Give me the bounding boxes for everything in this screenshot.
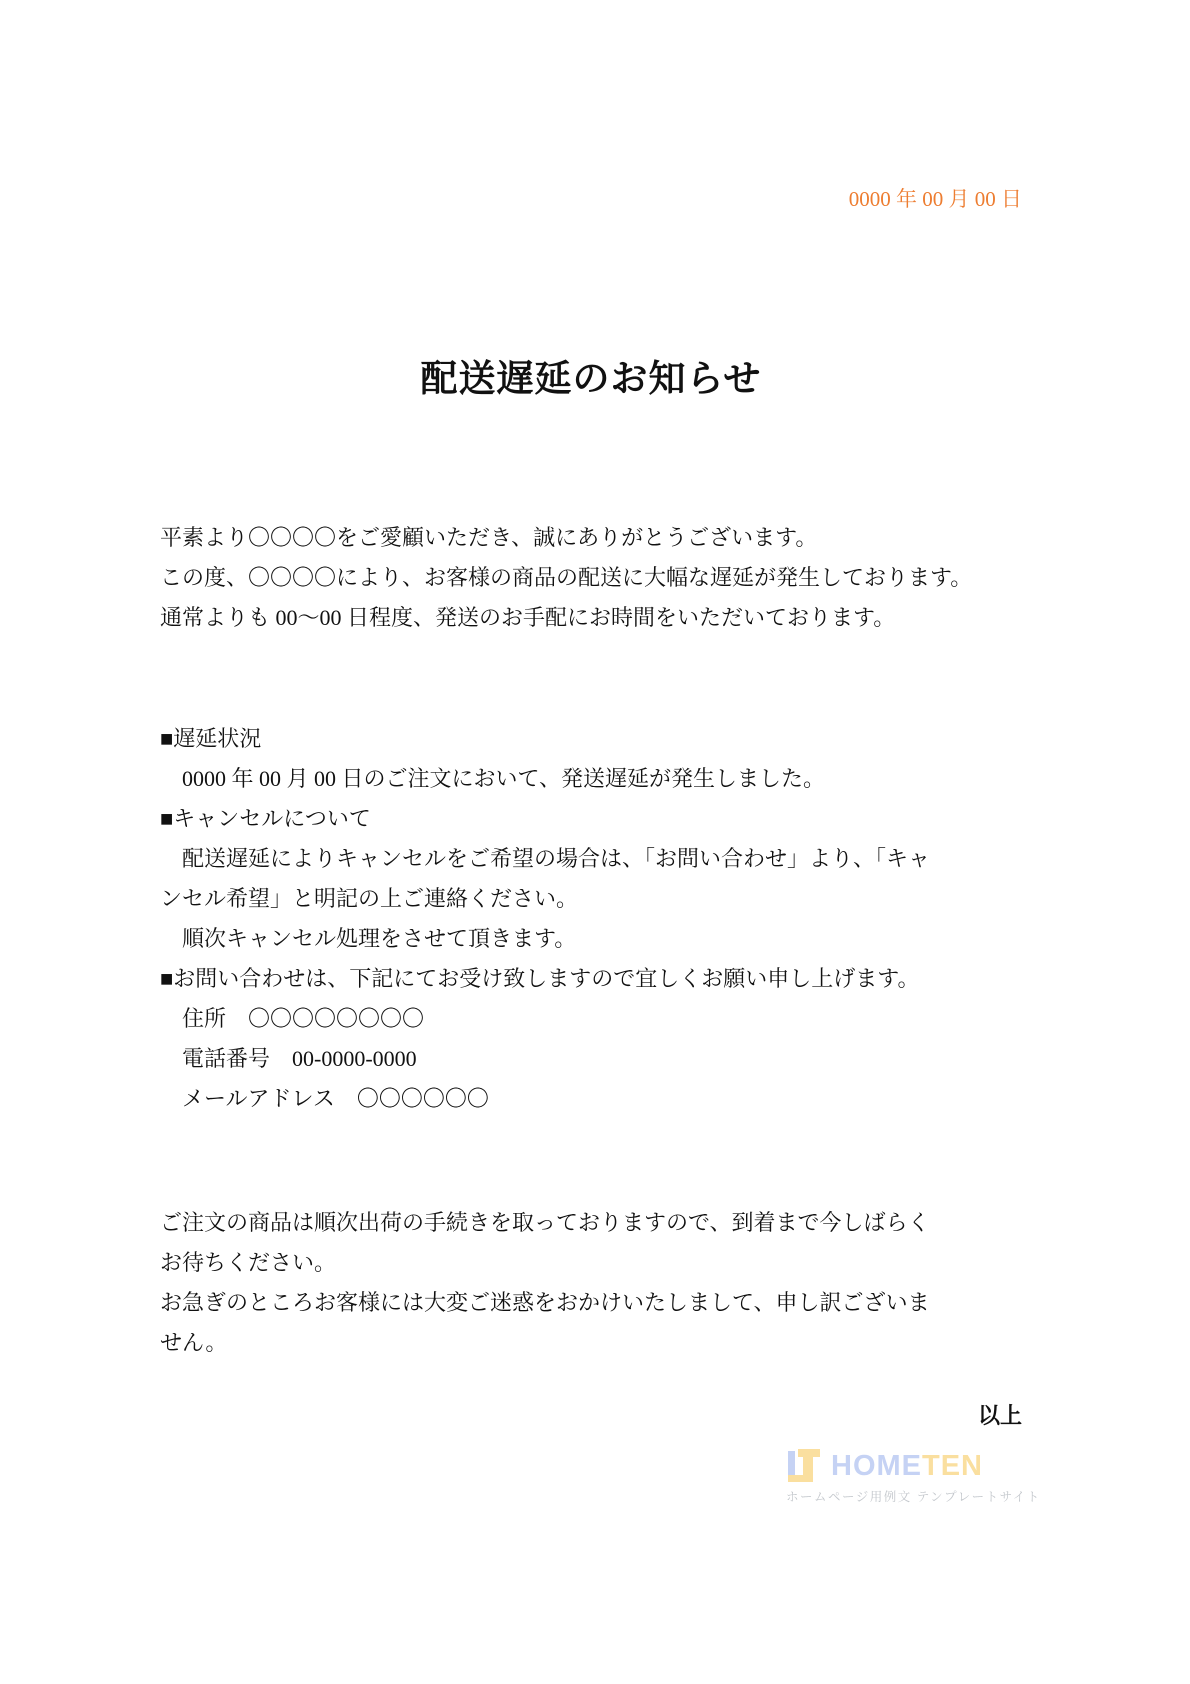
contact-email-line: メールアドレス 〇〇〇〇〇〇	[182, 1086, 489, 1111]
document-content	[160, 0, 1022, 1431]
logo-wordmark	[831, 1448, 983, 1484]
logo-text-home: HOME	[831, 1450, 922, 1482]
intro-line: この度、〇〇〇〇により、お客様の商品の配送に大幅な遅延が発生しております。	[160, 565, 973, 590]
closing-line: せん。	[160, 1330, 228, 1355]
closing-line: お待ちください。	[160, 1250, 337, 1275]
section-heading-delay-status: ■遅延状況	[160, 726, 262, 751]
body-line: 0000 年 00 月 00 日のご注文において、発送遅延が発生しました。	[182, 766, 826, 791]
logo-text-ten: TEN	[922, 1450, 983, 1482]
signoff: 以上	[977, 1403, 1022, 1428]
section-heading-contact: ■お問い合わせは、下記にてお受け致しますので宜しくお願い申し上げます。	[160, 966, 920, 991]
intro-paragraph	[160, 518, 1022, 638]
site-logo	[786, 1448, 1041, 1505]
intro-line: 平素より〇〇〇〇をご愛顧いただき、誠にありがとうございます。	[160, 525, 818, 550]
closing-line: お急ぎのところお客様には大変ご迷惑をおかけいたしまして、申し訳ございま	[160, 1290, 930, 1315]
body-line: 配送遅延によりキャンセルをご希望の場合は、「お問い合わせ」より、「キャ	[182, 846, 931, 871]
contact-address-line: 住所 〇〇〇〇〇〇〇〇	[182, 1006, 425, 1031]
body-line: ンセル希望」と明記の上ご連絡ください。	[160, 886, 579, 911]
contact-phone-line: 電話番号 00-0000-0000	[182, 1046, 417, 1071]
section-heading-cancellation: ■キャンセルについて	[160, 806, 371, 831]
date-line: 0000 年 00 月 00 日	[848, 187, 1022, 211]
logo-row	[786, 1448, 1041, 1484]
closing-line: ご注文の商品は順次出荷の手続きを取っておりますので、到着まで今しばらく	[160, 1210, 930, 1235]
detail-section	[160, 719, 1022, 1119]
closing-paragraph	[160, 1203, 1022, 1363]
page-title: 配送遅延のお知らせ	[420, 359, 762, 400]
intro-line: 通常よりも 00～00 日程度、発送のお手配にお時間をいただいております。	[160, 605, 896, 630]
body-line: 順次キャンセル処理をさせて頂きます。	[182, 926, 577, 951]
logo-tagline: ホームページ用例文 テンプレートサイト	[786, 1490, 1041, 1504]
hometen-logo-icon	[786, 1448, 822, 1484]
